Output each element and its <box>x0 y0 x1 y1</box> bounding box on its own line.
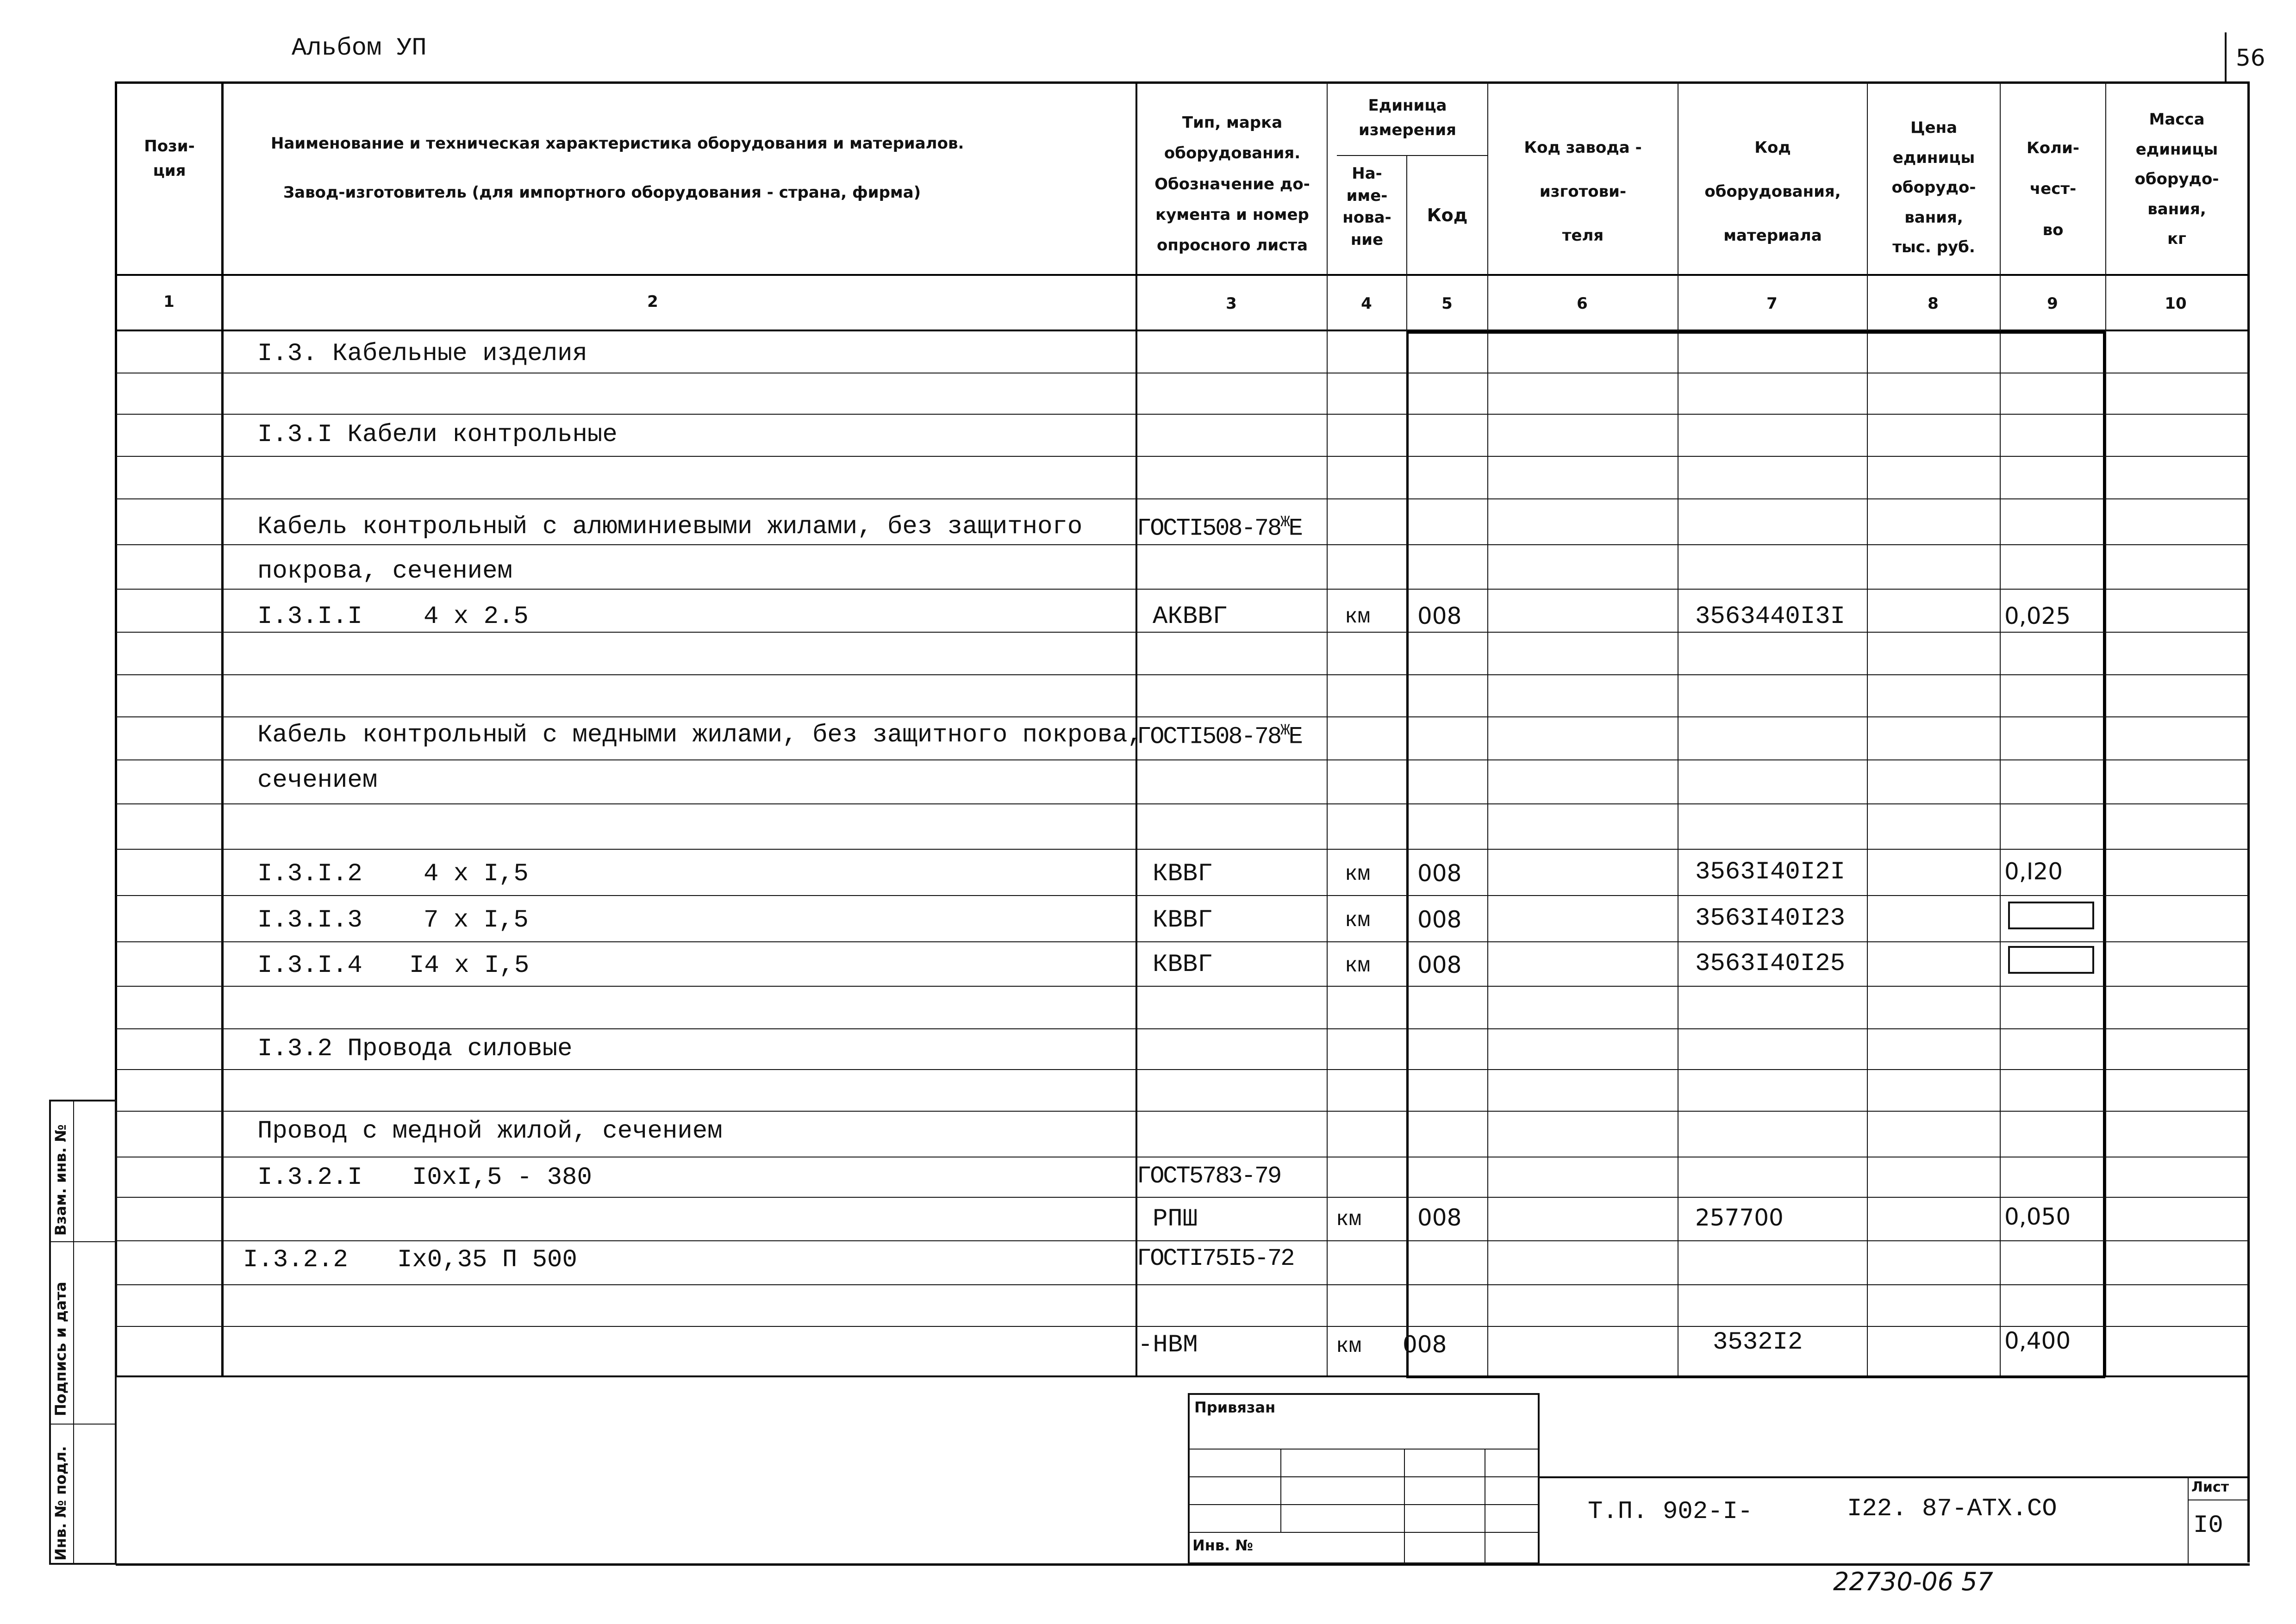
header-mass: Масса единицы оборудо- вания, кг <box>2134 110 2219 249</box>
quantity-box <box>2008 902 2094 929</box>
header-name-line1: Наименование и техническая характеристика оборудования и материалов. <box>271 134 964 153</box>
quantity-box <box>2008 946 2094 974</box>
header-type: Тип, марка оборудования. Обозначение до- кумента и номер опросного листа <box>1154 113 1310 255</box>
footer-number: 22730-06 57 <box>1833 1567 1993 1596</box>
header-price: Цена единицы оборудо- вания, тыс. руб. <box>1891 118 1976 257</box>
subsection-title: I.3.I Кабели контрольные <box>257 421 618 449</box>
page-number: 56 <box>2236 44 2265 71</box>
side-label-podl: Инв. № подл. <box>52 1446 69 1561</box>
page-number-divider <box>2225 32 2227 83</box>
header-factory-code: Код завода - изготови- теля <box>1524 138 1642 245</box>
side-label-vzam: Взам. инв. № <box>52 1124 69 1236</box>
header-equipment-code: Код оборудования, материала <box>1704 138 1841 245</box>
doc-code-left: Т.П. 902-I- <box>1588 1498 1753 1526</box>
header-name-line2: Завод-изготовитель (для импортного оборудования - страна, фирма) <box>283 183 921 202</box>
header-unit: Единица измерения <box>1359 96 1456 139</box>
table-row: Провод с медной жилой, сечением <box>257 1117 723 1145</box>
header-position: Пози- ция <box>144 137 195 180</box>
stamp-list-label: Лист <box>2191 1479 2229 1495</box>
subsection-title: I.3.2 Провода силовые <box>257 1035 573 1063</box>
table-row: покрова, сечением <box>257 557 512 585</box>
header-unit-code: Код <box>1427 205 1468 225</box>
doc-code-right: I22. 87-АТХ.СО <box>1847 1495 2057 1523</box>
header-quantity: Коли- чест- во <box>2027 139 2079 239</box>
table-row: сечением <box>257 766 378 795</box>
stamp-privyazan: Привязан <box>1194 1399 1276 1416</box>
stamp-inv-no: Инв. № <box>1192 1537 1253 1554</box>
side-label-podpis: Подпись и дата <box>52 1282 69 1416</box>
header-unit-name: На- име- нова- ние <box>1342 164 1391 249</box>
section-title: I.3. Кабельные изделия <box>257 340 587 368</box>
stamp-list-number: I0 <box>2193 1512 2223 1540</box>
album-label: Альбом УП <box>292 34 427 62</box>
